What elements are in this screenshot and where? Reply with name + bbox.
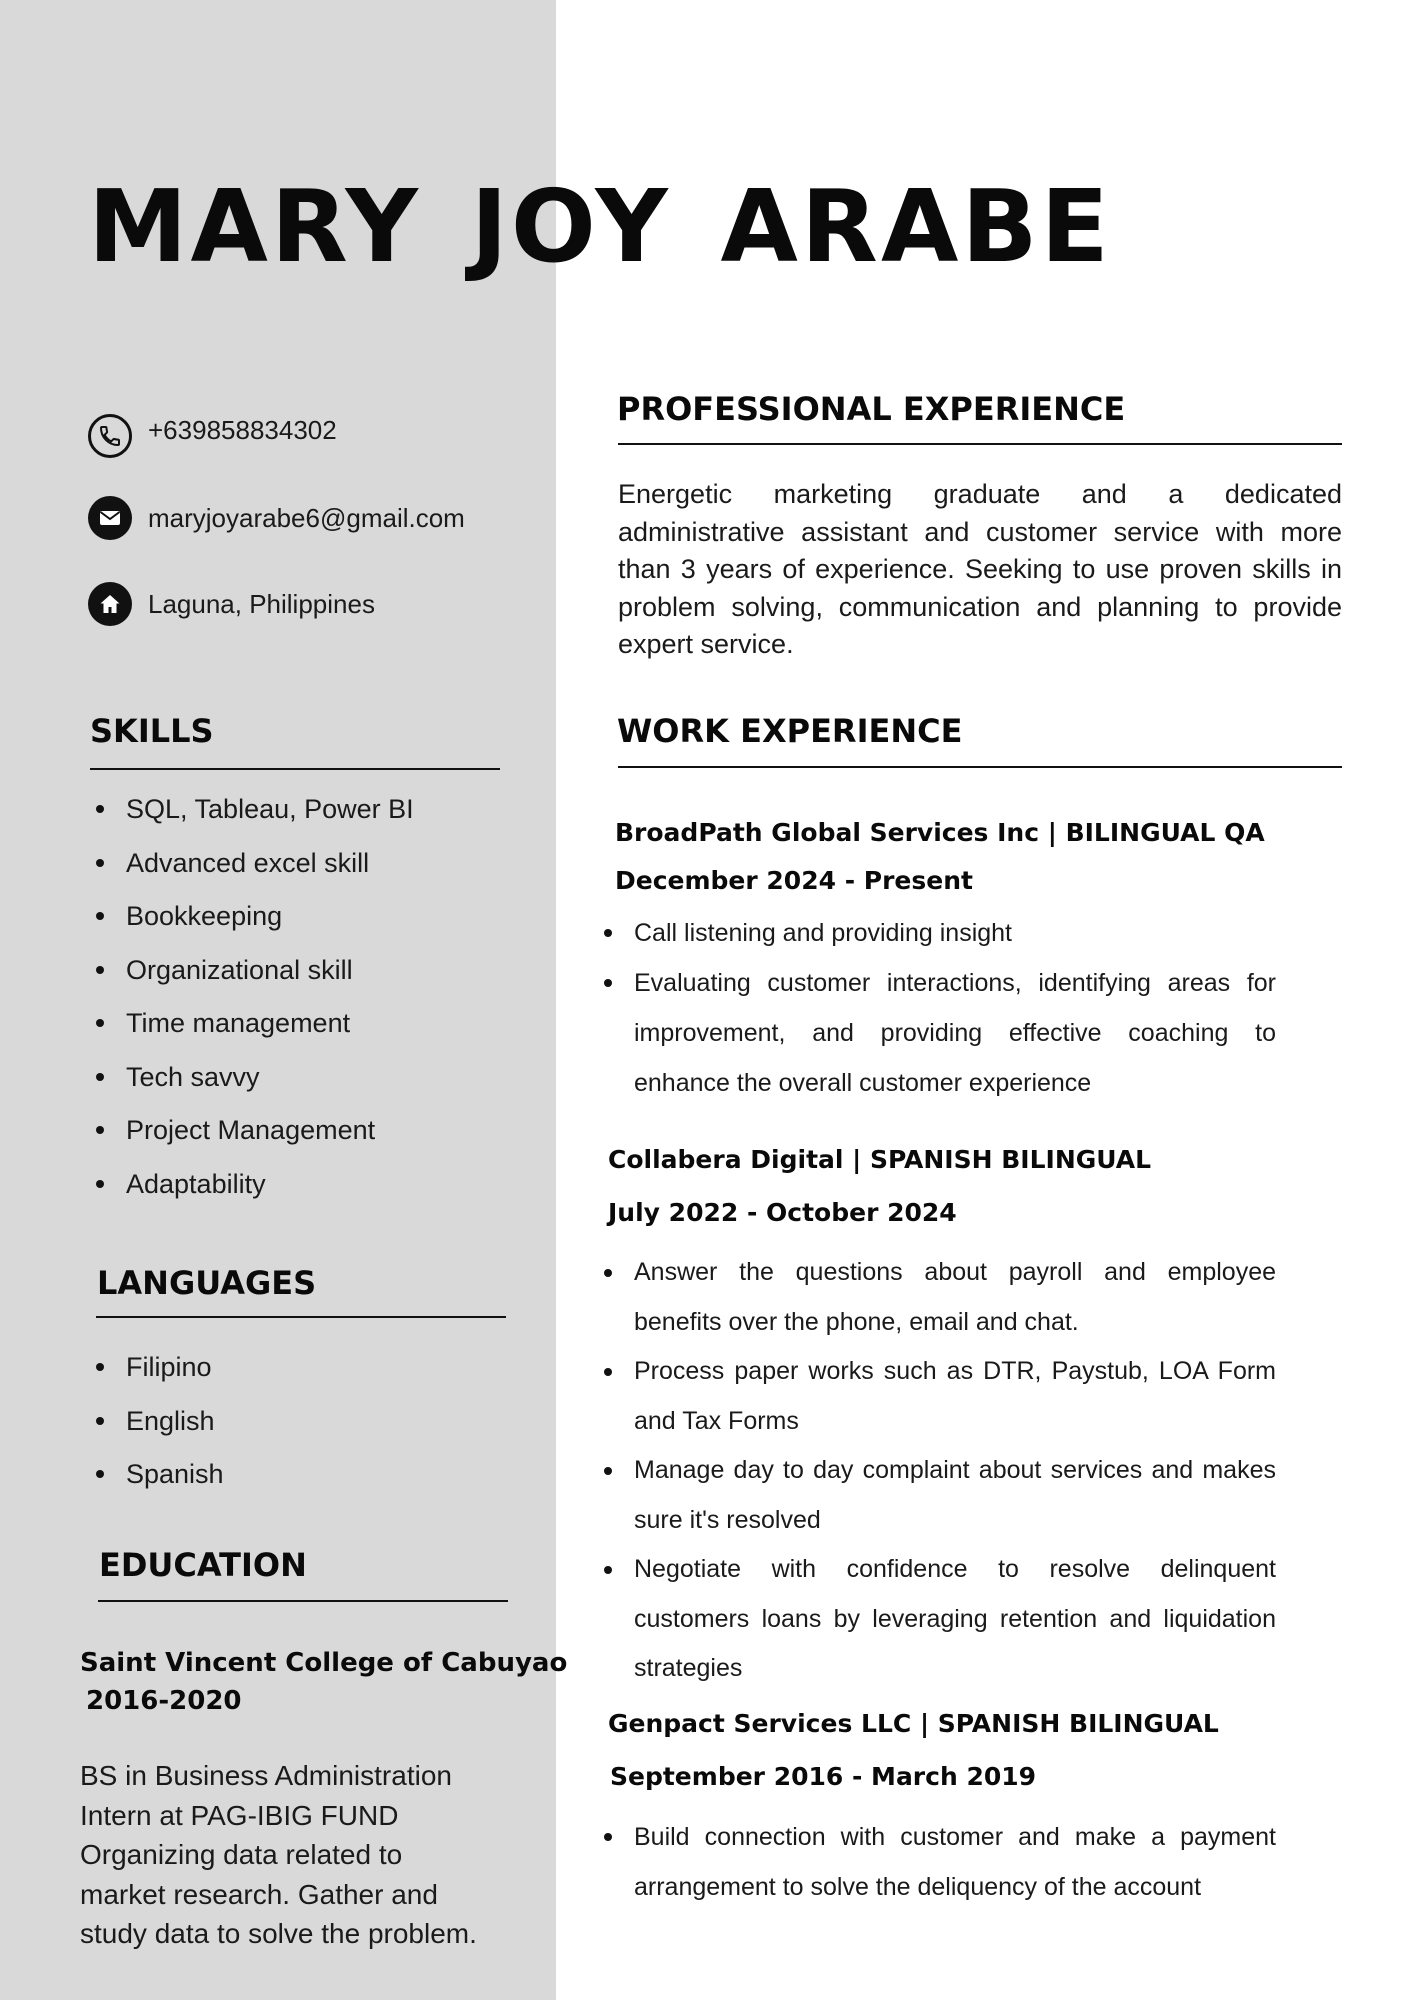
home-icon xyxy=(88,582,132,626)
list-item: Time management xyxy=(96,1006,414,1060)
resume-name: MARY JOY ARABE xyxy=(88,168,1112,285)
skills-heading: SKILLS xyxy=(90,712,214,750)
education-heading: EDUCATION xyxy=(99,1546,307,1584)
job-dates: July 2022 - October 2024 xyxy=(608,1198,957,1227)
education-line: Organizing data related to xyxy=(80,1839,403,1870)
contact-email xyxy=(88,496,465,540)
list-item: Process paper works such as DTR, Paystub, LOA Form and Tax Forms xyxy=(604,1347,1276,1446)
work-divider xyxy=(618,766,1342,768)
job-dates: September 2016 - March 2019 xyxy=(610,1762,1037,1791)
job-duties xyxy=(604,908,1276,1108)
languages-divider xyxy=(96,1316,506,1318)
professional-divider xyxy=(618,443,1342,445)
envelope-icon xyxy=(88,496,132,540)
phone-text: +639858834302 xyxy=(148,414,337,445)
list-item: Adaptability xyxy=(96,1167,414,1221)
list-item: Evaluating customer interactions, identifying areas for improvement, and providing effective coaching to enhance the overall customer experience xyxy=(604,958,1276,1108)
education-line: Intern at PAG-IBIG FUND xyxy=(80,1799,399,1831)
list-item: Project Management xyxy=(96,1113,414,1167)
list-item: Negotiate with confidence to resolve delinquent customers loans by leveraging retention and liquidation strategies xyxy=(604,1545,1276,1694)
education-line: study data to solve the problem. xyxy=(80,1918,477,1949)
skills-divider xyxy=(90,768,500,770)
education-details xyxy=(80,1756,540,1954)
job-title: Genpact Services LLC | SPANISH BILINGUAL xyxy=(608,1709,1219,1738)
skills-list xyxy=(96,792,414,1220)
email-text: maryjoyarabe6@gmail.com xyxy=(148,502,465,533)
languages-heading: LANGUAGES xyxy=(97,1264,317,1302)
phone-icon xyxy=(88,414,132,458)
list-item: Build connection with customer and make a payment arrangement to solve the deliquency of the account xyxy=(604,1812,1276,1912)
work-heading: WORK EXPERIENCE xyxy=(617,712,963,750)
languages-list xyxy=(96,1350,224,1511)
location-text: Laguna, Philippines xyxy=(148,588,375,619)
list-item: Answer the questions about payroll and employee benefits over the phone, email and chat. xyxy=(604,1248,1276,1347)
job-title: BroadPath Global Services Inc | BILINGUAL QA xyxy=(615,818,1265,847)
school-years: 2016-2020 xyxy=(86,1686,242,1716)
contact-phone xyxy=(88,414,337,458)
education-divider xyxy=(98,1600,508,1602)
school-name: Saint Vincent College of Cabuyao xyxy=(80,1648,568,1678)
education-line: BS in Business Administration xyxy=(80,1760,452,1791)
list-item: SQL, Tableau, Power BI xyxy=(96,792,414,846)
list-item: English xyxy=(96,1404,224,1458)
list-item: Organizational skill xyxy=(96,953,414,1007)
job-duties xyxy=(604,1812,1276,1912)
professional-summary: Energetic marketing graduate and a dedicated administrative assistant and customer service with more than 3 years of experience. Seeking to use proven skills in problem solving, communication and planning to provide expert service. xyxy=(618,479,1342,659)
list-item: Tech savvy xyxy=(96,1060,414,1114)
list-item: Spanish xyxy=(96,1457,224,1511)
job-title: Collabera Digital | SPANISH BILINGUAL xyxy=(608,1145,1152,1174)
education-school xyxy=(80,1644,567,1720)
list-item: Manage day to day complaint about services and makes sure it's resolved xyxy=(604,1446,1276,1545)
education-line: market research. Gather and xyxy=(80,1878,438,1910)
job-dates: December 2024 - Present xyxy=(615,866,973,895)
professional-heading: PROFESSIONAL EXPERIENCE xyxy=(617,390,1126,428)
contact-location xyxy=(88,582,375,626)
list-item: Bookkeeping xyxy=(96,899,414,953)
job-duties xyxy=(604,1248,1276,1694)
list-item: Call listening and providing insight xyxy=(604,908,1276,958)
list-item: Advanced excel skill xyxy=(96,846,414,900)
list-item: Filipino xyxy=(96,1350,224,1404)
